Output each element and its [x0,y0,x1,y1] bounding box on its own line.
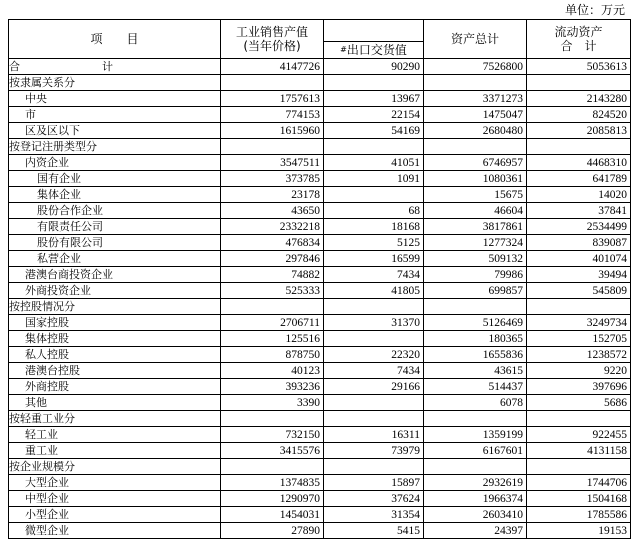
row-label: 内资企业 [9,155,221,171]
table-row [9,363,631,379]
table-row [9,123,631,139]
table-row [9,379,631,395]
assets-value: 2680480 [424,123,527,139]
unit-label: 单位：万元 [564,3,625,17]
table-row [9,187,631,203]
table-row [9,315,631,331]
empty-cell [324,75,424,91]
section-label: 按登记注册类型分 [9,139,221,155]
assets-value: 43615 [424,363,527,379]
row-label: 大型企业 [9,475,221,491]
table-row [9,251,631,267]
export-value: 15897 [324,475,424,491]
table-row [9,475,631,491]
sales-value: 125516 [221,331,324,347]
sales-value: 525333 [221,283,324,299]
empty-cell [221,411,324,427]
table-row [9,395,631,411]
sales-value: 297846 [221,251,324,267]
sales-value: 878750 [221,347,324,363]
row-label: 外商投资企业 [9,283,221,299]
section-row [9,75,631,91]
row-label: 轻工业 [9,427,221,443]
row-label: 中央 [9,91,221,107]
assets-value: 1359199 [424,427,527,443]
export-value: 22154 [324,107,424,123]
section-row [9,139,631,155]
export-value: 29166 [324,379,424,395]
table-row [9,331,631,347]
empty-cell [527,299,631,315]
assets-value: 24397 [424,523,527,539]
header-export-label: 出口交货值 [346,43,407,57]
assets-value: 1655836 [424,347,527,363]
assets-value: 514437 [424,379,527,395]
export-value: 54169 [324,123,424,139]
assets-value: 699857 [424,283,527,299]
header-sales [221,20,324,59]
current-assets-value: 922455 [527,427,631,443]
row-label: 私营企业 [9,251,221,267]
assets-value: 509132 [424,251,527,267]
row-label: 区及区以下 [9,123,221,139]
export-value: 37624 [324,491,424,507]
export-value: 1091 [324,171,424,187]
export-value: 22320 [324,347,424,363]
sales-value: 1454031 [221,507,324,523]
empty-cell [221,139,324,155]
sales-value: 373785 [221,171,324,187]
row-label: 小型企业 [9,507,221,523]
empty-cell [324,139,424,155]
assets-value: 6167601 [424,443,527,459]
sales-value: 27890 [221,523,324,539]
empty-cell [424,411,527,427]
current-assets-value: 3249734 [527,315,631,331]
current-assets-value: 5053613 [527,59,631,75]
row-label: 微型企业 [9,523,221,539]
export-value: 16599 [324,251,424,267]
assets-value: 46604 [424,203,527,219]
export-value: 31370 [324,315,424,331]
table-header [9,20,631,59]
current-assets-value: 4131158 [527,443,631,459]
table-row [9,491,631,507]
assets-value: 3817861 [424,219,527,235]
current-assets-value: 39494 [527,267,631,283]
section-label: 按轻重工业分 [9,411,221,427]
table-body [9,59,631,539]
total-row [9,59,631,75]
current-assets-value: 152705 [527,331,631,347]
assets-value: 6746957 [424,155,527,171]
section-row [9,411,631,427]
table-row [9,235,631,251]
sales-value: 43650 [221,203,324,219]
current-assets-value: 641789 [527,171,631,187]
export-value: 31354 [324,507,424,523]
header-assets: 资产总计 [424,20,527,59]
table-row [9,91,631,107]
sales-value: 476834 [221,235,324,251]
assets-value: 15675 [424,187,527,203]
row-label: 市 [9,107,221,123]
assets-value: 7526800 [424,59,527,75]
assets-value: 6078 [424,395,527,411]
current-assets-value: 545809 [527,283,631,299]
export-value: 41805 [324,283,424,299]
row-label: 合 计 [9,59,221,75]
section-row [9,459,631,475]
row-label: 中型企业 [9,491,221,507]
empty-cell [221,75,324,91]
sales-value: 3415576 [221,443,324,459]
empty-cell [221,299,324,315]
export-footnote-mark: # [340,45,347,54]
empty-cell [424,299,527,315]
row-label: 私人控股 [9,347,221,363]
sales-value: 1757613 [221,91,324,107]
sales-value: 40123 [221,363,324,379]
empty-cell [221,459,324,475]
current-assets-value: 9220 [527,363,631,379]
assets-value: 180365 [424,331,527,347]
current-assets-value: 19153 [527,523,631,539]
empty-cell [324,459,424,475]
table-row [9,443,631,459]
export-value: 41051 [324,155,424,171]
row-label: 国有企业 [9,171,221,187]
sales-value: 732150 [221,427,324,443]
header-export-top [324,20,424,42]
export-value: 7434 [324,363,424,379]
empty-cell [424,139,527,155]
row-label: 港澳台商投资企业 [9,267,221,283]
current-assets-value: 1238572 [527,347,631,363]
section-label: 按控股情况分 [9,299,221,315]
export-value [324,395,424,411]
section-row [9,299,631,315]
assets-value: 79986 [424,267,527,283]
header-item: 项 目 [9,20,221,59]
row-label: 国家控股 [9,315,221,331]
current-assets-value: 2143280 [527,91,631,107]
statistics-table [8,19,631,539]
current-assets-value: 839087 [527,235,631,251]
table-row [9,347,631,363]
export-value: 73979 [324,443,424,459]
table-row [9,171,631,187]
assets-value: 3371273 [424,91,527,107]
export-value: 5415 [324,523,424,539]
sales-value: 74882 [221,267,324,283]
row-label: 股份合作企业 [9,203,221,219]
empty-cell [527,411,631,427]
export-value [324,331,424,347]
current-assets-value: 14020 [527,187,631,203]
sales-value: 1374835 [221,475,324,491]
current-assets-value: 824520 [527,107,631,123]
export-value: 7434 [324,267,424,283]
assets-value: 1475047 [424,107,527,123]
assets-value: 5126469 [424,315,527,331]
row-label: 港澳台控股 [9,363,221,379]
header-current [527,20,631,59]
current-assets-value: 1504168 [527,491,631,507]
row-label: 有限责任公司 [9,219,221,235]
current-assets-value: 1744706 [527,475,631,491]
empty-cell [424,75,527,91]
current-assets-value: 401074 [527,251,631,267]
table-row [9,107,631,123]
current-assets-value: 1785586 [527,507,631,523]
export-value: 18168 [324,219,424,235]
row-label: 集体企业 [9,187,221,203]
empty-cell [324,299,424,315]
table-row [9,203,631,219]
sales-value: 1290970 [221,491,324,507]
empty-cell [527,459,631,475]
section-label: 按隶属关系分 [9,75,221,91]
table-row [9,155,631,171]
current-assets-value: 37841 [527,203,631,219]
sales-value: 23178 [221,187,324,203]
export-value: 16311 [324,427,424,443]
sales-value: 4147726 [221,59,324,75]
export-value [324,187,424,203]
table-row [9,283,631,299]
empty-cell [527,75,631,91]
header-current-sub: 合 计 [560,39,597,53]
section-label: 按企业规模分 [9,459,221,475]
current-assets-value: 4468310 [527,155,631,171]
assets-value: 1080361 [424,171,527,187]
current-assets-value: 397696 [527,379,631,395]
header-export [324,42,424,59]
export-value: 68 [324,203,424,219]
table-row [9,523,631,539]
empty-cell [527,139,631,155]
assets-value: 2603410 [424,507,527,523]
empty-cell [424,459,527,475]
sales-value: 3547511 [221,155,324,171]
sales-value: 2332218 [221,219,324,235]
sales-value: 1615960 [221,123,324,139]
sales-value: 2706711 [221,315,324,331]
row-label: 外商控股 [9,379,221,395]
row-label: 其他 [9,395,221,411]
assets-value: 2932619 [424,475,527,491]
table-row [9,427,631,443]
current-assets-value: 2085813 [527,123,631,139]
assets-value: 1966374 [424,491,527,507]
row-label: 股份有限公司 [9,235,221,251]
table-row [9,507,631,523]
table-row [9,219,631,235]
current-assets-value: 5686 [527,395,631,411]
sales-value: 393236 [221,379,324,395]
row-label: 集体控股 [9,331,221,347]
header-current-title: 流动资产 [554,25,603,39]
assets-value: 1277324 [424,235,527,251]
empty-cell [324,411,424,427]
export-value: 13967 [324,91,424,107]
current-assets-value: 2534499 [527,219,631,235]
table-row [9,267,631,283]
export-value: 5125 [324,235,424,251]
header-sales-sub: (当年价格) [243,39,301,53]
export-value: 90290 [324,59,424,75]
sales-value: 3390 [221,395,324,411]
sales-value: 774153 [221,107,324,123]
row-label: 重工业 [9,443,221,459]
header-sales-title: 工业销售产值 [235,25,308,39]
